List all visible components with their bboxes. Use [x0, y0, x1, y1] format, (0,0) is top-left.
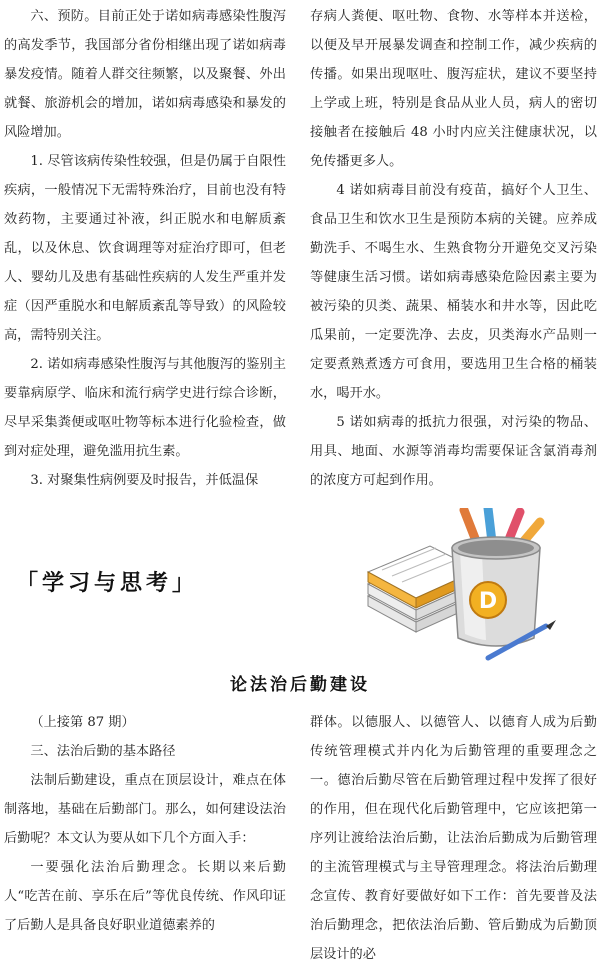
paragraph: 法制后勤建设，重点在顶层设计，难点在体制落地，基础在后勤部门。那么，如何建设法治后勤呢？本文认为要从如下几个方面入手：: [4, 773, 286, 846]
paragraph: 1. 尽管该病传染性较强，但是仍属于自限性疾病，一般情况下无需特殊治疗，目前也没有特效药物，主要通过补液，纠正脱水和电解质紊乱，以及休息、饮食调理等对症治疗即可，但老人、婴幼儿及患有基础性疾病的人发生严重并发症（因严重脱水和电解质紊乱等导致）的风险较高，需特别关注。: [4, 154, 286, 343]
paragraph: 5 诺如病毒的抵抗力很强，对污染的物品、用具、地面、水源等消毒均需要保证含氯消毒剂的浓度方可起到作用。: [310, 415, 597, 488]
paragraph: 群体。以德服人、以德管人、以德育人成为后勤传统管理模式并内化为后勤管理的重要理念之一。德治后勤尽管在后勤管理过程中发挥了很好的作用，但在现代化后勤管理中，它应该把第一序列让渡给法治后勤，让法治后勤成为后勤管理的主流管理模式与主导管理理念。将法治后勤理念宣传、教育好要做好如下工作：首先要普及法治后勤理念，把依法治后勤、管后勤成为后勤顶层设计的必: [310, 715, 597, 962]
bottom-right-column: [310, 708, 597, 969]
paragraph: 3. 对聚集性病例要及时报告，并低温保: [30, 473, 259, 488]
bottom-left-column: [4, 708, 286, 940]
books-and-pencil-cup-illustration: [360, 508, 560, 668]
pencil-cup-icon: [452, 508, 540, 646]
paragraph: 存病人粪便、呕吐物、食物、水等样本并送检，以便及早开展暴发调查和控制工作，减少疾病的传播。如果出现呕吐、腹泻症状，建议不要坚持上学或上班，特别是食品从业人员，病人的密切接触者在接触后 48 小时内应关注健康状况，以免传播更多人。: [310, 9, 597, 169]
paragraph: 2. 诺如病毒感染性腹泻与其他腹泻的鉴别主要靠病原学、临床和流行病学史进行综合诊断，尽早采集粪便或呕吐物等标本进行化验检查，做到对症处理，避免滥用抗生素。: [4, 357, 286, 459]
cup-badge-letter: D: [478, 589, 498, 614]
paragraph: 一要强化法治后勤理念。长期以来后勤人“吃苦在前、享乐在后”等优良传统、作风印证了后勤人是具备良好职业道德素养的: [4, 860, 286, 933]
paragraph: 六、预防。目前正处于诺如病毒感染性腹泻的高发季节，我国部分省份相继出现了诺如病毒暴发疫情。随着人群交往频繁，以及聚餐、外出就餐、旅游机会的增加，诺如病毒感染和暴发的风险增加。: [4, 9, 286, 140]
paragraph: 4 诺如病毒目前没有疫苗，搞好个人卫生、食品卫生和饮水卫生是预防本病的关键。应养成勤洗手、不喝生水、生熟食物分开避免交叉污染等健康生活习惯。诺如病毒感染危险因素主要为被污染的贝类、蔬果、桶装水和井水等，因此吃瓜果前，一定要洗净、去皮，贝类海水产品则一定要煮熟煮透方可食用，要选用卫生合格的桶装水，喝开水。: [310, 183, 597, 401]
top-left-column: [4, 2, 286, 495]
article-title: 论法治后勤建设: [230, 675, 370, 695]
continuation-note: （上接第 87 期）: [30, 715, 135, 730]
subsection-heading: 三、法治后勤的基本路径: [30, 744, 176, 759]
section-heading: 「学习与思考」: [16, 571, 199, 596]
top-right-column: [310, 2, 597, 495]
